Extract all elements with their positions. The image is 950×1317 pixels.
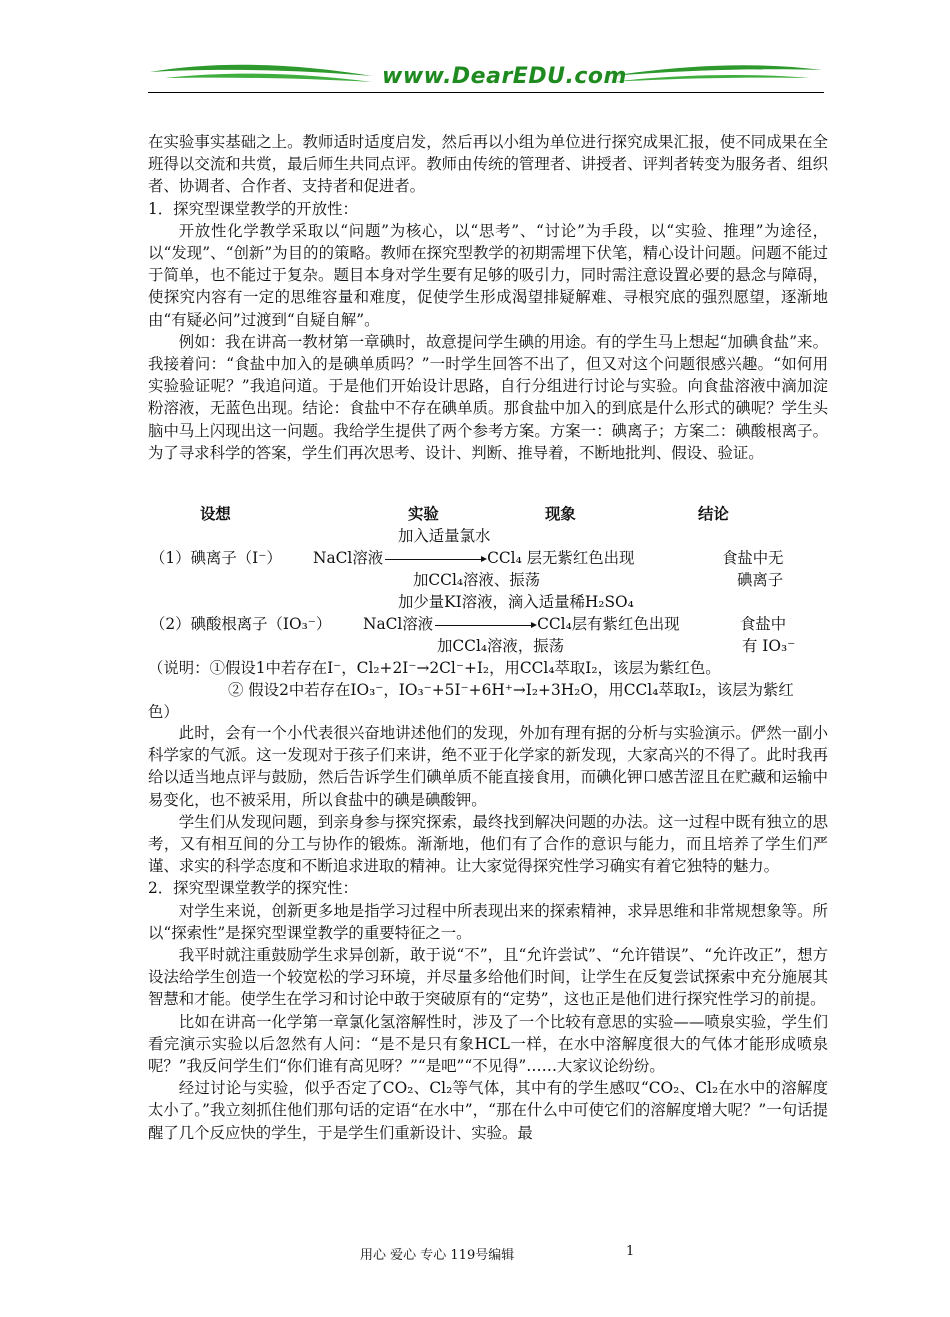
row2-reagent-above: 加少量KI溶液，滴入适量稀H₂SO₄ [398, 593, 634, 611]
row1-conclusion-cont: 碘离子 [737, 571, 784, 589]
paragraph: 开放性化学教学采取以“问题”为核心，以“思考”、“讨论”为手段，以“实验、推理”为途径，以“发现”、“创新”为目的的策略。教师在探究型教学的初期需埋下伏笔，精心设计问题。问题不能过于简单，也不能过于复杂。题目本身对学生要有足够的吸引力，同时需注意设置必要的悬念与障碍，使探究内容有一定的思维容量和难度，促使学生形成渴望排疑解难、寻根究底的强烈愿望，逐渐地由“有疑必问”过渡到“自疑自解”。 [148, 221, 828, 329]
row1-conclusion: 食盐中无 [722, 549, 784, 567]
row2-conclusion: 食盐中 [740, 615, 787, 633]
row1-reagent-above: 加入适量氯水 [398, 527, 491, 545]
row1-reagent-below: 加CCl₄溶液、振荡 [413, 571, 540, 589]
note-line-2: ② 假设2中若存在IO₃⁻，IO₃⁻+5I⁻+6H⁺→I₂+3H₂O，用CCl₄萃取I₂，该层为紫红 [228, 681, 794, 699]
table-header-conclusion: 结论 [698, 505, 729, 523]
document-body-continued [148, 722, 828, 1144]
table-header-experiment: 实验 [408, 505, 439, 523]
note-line-1: （说明：①假设1中若存在I⁻，Cl₂+2I⁻→2Cl⁻+I₂，用CCl₄萃取I₂，该层为紫红色。 [148, 659, 721, 677]
row2-result: CCl₄层有紫红色出现 [537, 615, 680, 633]
footer-text: 用心 爱心 专心 119号编辑 [360, 1248, 515, 1263]
arrow-icon [435, 625, 535, 626]
row1-reagent: NaCl溶液 [313, 549, 384, 567]
header-divider [148, 92, 824, 93]
paragraph: 我平时就注重鼓励学生求异创新，敢于说“不”，且“允许尝试”、“允许错误”、“允许改正”，想方设法给学生创造一个较宽松的学习环境，并尽量多给他们时间，让学生在反复尝试探索中充分施展其智慧和才能。使学生在学习和讨论中敢于突破原有的“定势”，这也正是他们进行探究性学习的前提。 [148, 946, 828, 1009]
row2-conclusion-cont: 有 IO₃⁻ [742, 637, 796, 655]
paragraph: 比如在讲高一化学第一章氯化氢溶解性时，涉及了一个比较有意思的实验——喷泉实验，学生们看完演示实验以后忽然有人问：“是不是只有象HCL一样，在水中溶解度很大的气体才能形成喷泉呢？”我反问学生们“你们谁有高见呀？”“是吧”“不见得”……大家议论纷纷。 [148, 1012, 828, 1076]
arrow-icon [385, 559, 485, 560]
row2-reagent: NaCl溶液 [363, 615, 434, 633]
row2-reagent-below: 加CCl₄溶液，振荡 [437, 637, 564, 655]
page-header [0, 0, 950, 100]
row1-reaction [313, 546, 634, 568]
row1-hypothesis: （1）碘离子（I⁻） [150, 549, 282, 567]
row2-hypothesis: （2）碘酸根离子（IO₃⁻） [150, 615, 332, 633]
paragraph: 此时，会有一个小代表很兴奋地讲述他们的发现，外加有理有据的分析与实验演示。俨然一副小科学家的气派。这一发现对于孩子们来讲，绝不亚于化学家的新发现，大家高兴的不得了。此时我再给以适当地点评与鼓励，然后告诉学生们碘单质不能直接食用，而碘化钾口感苦涩且在贮藏和运输中易变化，也不被采用，所以食盐中的碘是碘酸钾。 [148, 724, 828, 809]
note-line-3: 色） [148, 703, 179, 721]
row2-reaction [363, 612, 680, 634]
section-heading-1: 1．探究型课堂教学的开放性： [148, 199, 358, 218]
paragraph: 例如：我在讲高一教材第一章碘时，故意提问学生碘的用途。有的学生马上想起“加碘食盐”来。我接着问：“食盐中加入的是碘单质吗？”一时学生回答不出了，但又对这个问题很感兴趣。“如何用实验验证呢？”我追问道。于是他们开始设计思路，自行分组进行讨论与实验。向食盐溶液中滴加淀粉溶液，无蓝色出现。结论：食盐中不存在碘单质。那食盐中加入的到底是什么形式的碘呢？学生头脑中马上闪现出这一问题。我给学生提供了两个参考方案。方案一：碘离子；方案二：碘酸根离子。为了寻求科学的答案，学生们再次思考、设计、判断、推导着，不断地批判、假设、验证。 [148, 332, 828, 462]
section-heading-2: 2．探究型课堂教学的探究性： [148, 879, 358, 898]
table-header-hypothesis: 设想 [200, 505, 231, 523]
document-body [148, 131, 828, 464]
page-number: 1 [626, 1244, 635, 1259]
paragraph: 在实验事实基础之上。教师适时适度启发，然后再以小组为单位进行探究成果汇报，使不同成果在全班得以交流和共赏，最后师生共同点评。教师由传统的管理者、讲授者、评判者转变为服务者、组织者、协调者、合作者、支持者和促进者。 [148, 133, 828, 196]
paragraph: 学生们从发现问题，到亲身参与探究探索，最终找到解决问题的办法。这一过程中既有独立的思考，又有相互间的分工与协作的锻炼。渐渐地，他们有了合作的意识与能力，而且培养了学生们严谨、求实的科学态度和不断追求进取的精神。让大家觉得探究性学习确实有着它独特的魅力。 [148, 812, 828, 876]
table-header-phenomenon: 现象 [545, 505, 576, 523]
paragraph: 对学生来说，创新更多地是指学习过程中所表现出来的探索精神，求异思维和非常规想象等。所以“探索性”是探究型课堂教学的重要特征之一。 [148, 901, 828, 942]
row1-result: CCl₄ 层无紫红色出现 [487, 549, 635, 567]
site-logo-text[interactable]: www.DearEDU.com [382, 64, 627, 89]
paragraph: 经过讨论与实验，似乎否定了CO₂、Cl₂等气体，其中有的学生感叹“CO₂、Cl₂在水中的溶解度太小了。”我立刻抓住他们那句话的定语“在水中”，“那在什么中可使它们的溶解度增大呢？”一句话提醒了几个反应快的学生，于是学生们重新设计、实验。最 [148, 1079, 828, 1142]
